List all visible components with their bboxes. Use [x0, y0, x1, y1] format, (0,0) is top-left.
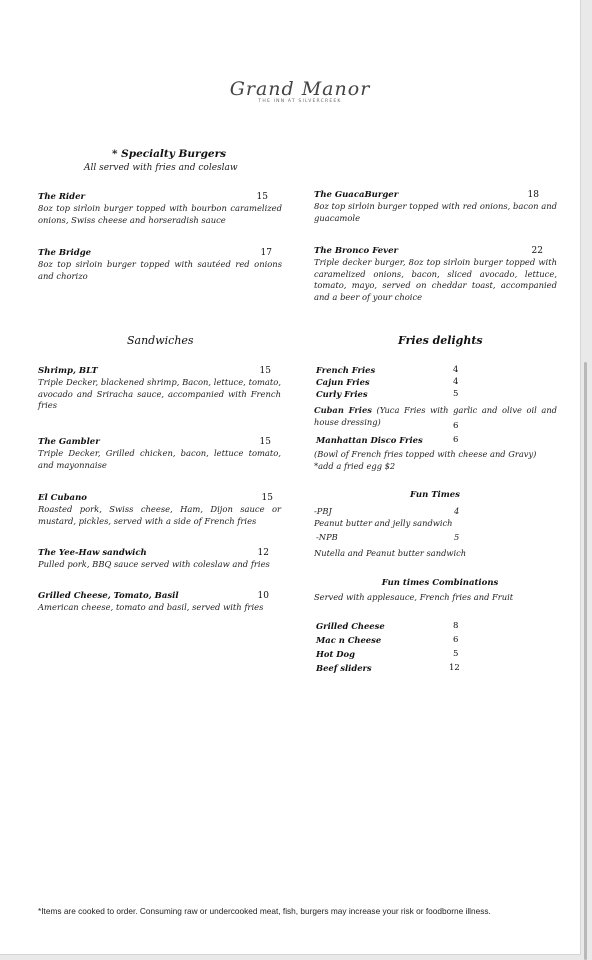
menu-item [38, 191, 282, 226]
item-name: Shrimp, BLT [38, 366, 98, 376]
item-price: 12 [449, 663, 460, 673]
combinations-subtitle: Served with applesauce, French fries and Fruit [314, 592, 514, 602]
specialty-burgers-subtitle: All served with fries and coleslaw [84, 163, 238, 173]
menu-item [314, 189, 557, 224]
item-name: -NPB [316, 532, 338, 542]
item-name: The Bridge [38, 248, 92, 258]
combo-item [316, 635, 466, 647]
item-description: Triple Decker, blackened shrimp, Bacon, lettuce, tomato, avocado and Sriracha sauce, accompanied with French fries [38, 377, 281, 410]
fried-egg-note: *add a fried egg $2 [314, 461, 396, 471]
item-name: Beef sliders [316, 663, 372, 673]
item-name: Grilled Cheese, Tomato, Basil [38, 591, 179, 601]
menu-item [314, 245, 557, 303]
item-price: 8 [453, 621, 459, 631]
item-price: 5 [453, 389, 459, 399]
item-price: 17 [260, 248, 272, 258]
npb-item [316, 532, 516, 544]
item-description: 8oz top sirloin burger topped with sautéed red onions and chorizo [38, 259, 282, 281]
pbj-item [314, 506, 514, 518]
fries-item [316, 377, 466, 389]
combo-item [316, 663, 466, 675]
item-name: The Gambler [38, 437, 100, 447]
item-price: 4 [453, 365, 459, 375]
item-name: The GuacaBurger [314, 190, 399, 200]
scrollbar[interactable] [584, 362, 587, 960]
disco-fries-note: (Bowl of French fries topped with cheese and Gravy) [314, 449, 537, 459]
item-name: Manhattan Disco Fries [316, 435, 423, 445]
item-name: The Bronco Fever [314, 246, 398, 256]
item-price: 5 [454, 532, 460, 542]
fries-item [316, 435, 466, 447]
item-price: 4 [454, 506, 460, 516]
sandwiches-title: Sandwiches [127, 334, 194, 347]
item-name: El Cubano [38, 493, 87, 503]
food-safety-disclaimer: *Items are cooked to order. Consuming raw or undercooked meat, fish, burgers may increase your risk or foodborne illness. [38, 906, 491, 916]
item-price: 15 [259, 437, 271, 447]
item-price: 5 [453, 649, 459, 659]
npb-description: Nutella and Peanut butter sandwich [314, 548, 467, 558]
item-price: 10 [257, 591, 269, 601]
menu-item [38, 436, 281, 471]
item-name: Cajun Fries [316, 377, 370, 387]
item-price: 22 [531, 246, 543, 256]
item-name: Grilled Cheese [316, 621, 385, 631]
combo-item [316, 621, 466, 633]
logo-name: Grand Manor [229, 78, 371, 100]
fun-times-combinations-title: Fun times Combinations [381, 578, 499, 588]
grand-manor-logo [215, 78, 385, 104]
item-name: French Fries [316, 365, 376, 375]
menu-item [38, 247, 282, 282]
item-price: 15 [256, 192, 268, 202]
pbj-description: Peanut butter and jelly sandwich [314, 518, 453, 528]
item-name: Cuban Fries [314, 405, 372, 415]
fries-delights-title: Fries delights [398, 334, 483, 347]
item-price: 6 [453, 435, 459, 445]
item-description: Triple Decker, Grilled chicken, bacon, lettuce tomato, and mayonnaise [38, 448, 281, 470]
item-price: 4 [453, 377, 459, 387]
cuban-fries-item [314, 405, 557, 428]
item-description: 8oz top sirloin burger topped with bourbon caramelized onions, Swiss cheese and horseradish sauce [38, 203, 282, 225]
item-description: Pulled pork, BBQ sauce served with coleslaw and fries [38, 559, 270, 569]
item-name: Hot Dog [316, 649, 355, 659]
item-price: 15 [261, 493, 273, 503]
fries-item [316, 365, 466, 377]
item-name: -PBJ [314, 506, 332, 516]
item-description: American cheese, tomato and basil, served with fries [38, 602, 264, 612]
item-description: 8oz top sirloin burger topped with red onions, bacon and guacamole [314, 201, 557, 223]
menu-item [38, 492, 281, 527]
item-price: 12 [257, 548, 269, 558]
item-price: 15 [259, 366, 271, 376]
item-name: Mac n Cheese [316, 635, 382, 645]
item-price: 6 [453, 635, 459, 645]
item-description: (Yuca Fries with garlic and olive oil and house dressing) [314, 405, 557, 427]
menu-item [38, 547, 281, 571]
specialty-burgers-title: * Specialty Burgers [112, 148, 227, 160]
menu-item [38, 590, 281, 614]
item-price: 18 [527, 190, 539, 200]
item-description: Roasted pork, Swiss cheese, Ham, Dijon sauce or mustard, pickles, served with a side of French fries [38, 504, 281, 526]
item-name: The Yee-Haw sandwich [38, 548, 147, 558]
item-price: 6 [453, 421, 459, 431]
item-name: Curly Fries [316, 389, 368, 399]
menu-item [38, 365, 281, 412]
combo-item [316, 649, 466, 661]
logo-tagline: THE INN AT SILVERCREEK [258, 99, 342, 104]
item-name: The Rider [38, 192, 85, 202]
fun-times-title: Fun Times [410, 490, 460, 500]
item-description: Triple decker burger, 8oz top sirloin burger topped with caramelized onions, bacon, sliced avocado, lettuce, tomato, mayo, served on cheddar toast, accompanied and a beer of your choice [314, 257, 557, 302]
fries-item [316, 389, 466, 401]
